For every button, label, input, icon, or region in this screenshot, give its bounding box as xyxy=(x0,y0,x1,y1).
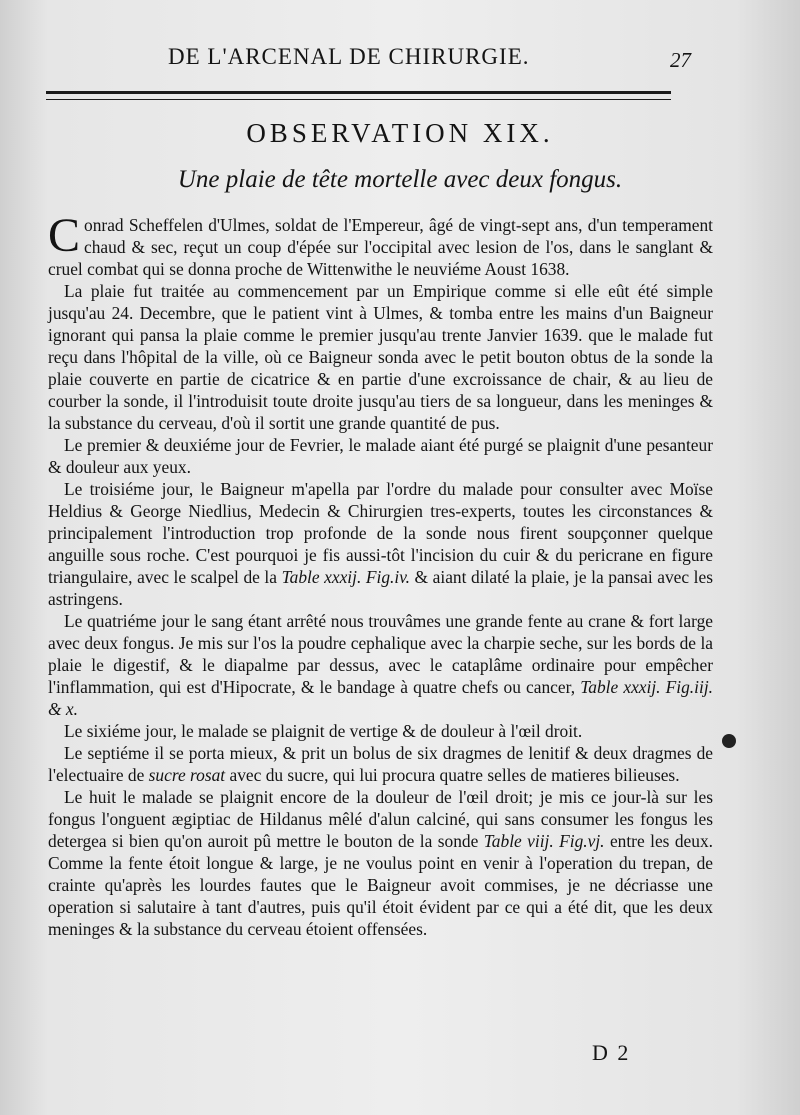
paragraph-4-text-a: Le troisiéme jour, le Baigneur m'apella par l'ordre du malade pour consulter avec Moïse Heldius & George Niedlius, Medecin & Chirurgien tres-experts, toutes les circonstances & principalement l'introduction trop profonde de la sonde nous firent soupçonner quelque anguille sous roche. C'est pourquoi je fis aussi-tôt l'incision du cuir & du pericrane en figure triangulaire, avec le scalpel de la xyxy=(48,479,713,587)
paragraph-1 xyxy=(48,209,713,280)
table-reference: Table xxxij. Fig.iv. xyxy=(281,567,410,587)
paragraph-2: La plaie fut traitée au commencement par un Empirique comme si elle eût été simple jusqu'au 24. Decembre, que le patient vint à Ulmes, & tomba entre les mains d'un Baigneur ignorant qui pansa la plaie comme le premier jusqu'au trente Janvier 1639. que le malade fut reçu dans l'hôpital de la ville, où ce Baigneur sonda avec le petit bouton obtus de la sonde la plaie couverte en partie de cicatrice & en partie d'une excroissance de chair, & au lieu de courber la sonde, il l'introduisit toute droite jusqu'au tiers de sa longueur, dans les meninges & la substance du cerveau, d'où il sortit une grande quantité de pus. xyxy=(48,281,713,433)
paragraph-3: Le premier & deuxiéme jour de Fevrier, le malade aiant été purgé se plaignit d'une pesanteur & douleur aux yeux. xyxy=(48,435,713,477)
header-rule xyxy=(46,91,671,100)
paragraph-8 xyxy=(48,786,713,940)
body-text xyxy=(48,209,713,940)
drop-cap: C xyxy=(48,209,81,262)
paragraph-7 xyxy=(48,742,713,786)
paragraph-5-text-a: Le quatriéme jour le sang étant arrêté nous trouvâmes une grande fente au crane & fort large avec deux fongus. Je mis sur l'os la poudre cephalique avec la charpie seche, sur les bords de la plaie le digestif, & le diapalme par dessus, avec le cataplâme ordinaire pour empêcher l'inflammation, qui est d'Hipocrate, & le bandage à quatre chefs ou cancer, xyxy=(48,611,713,697)
observation-subtitle: Une plaie de tête mortelle avec deux fongus. xyxy=(177,166,623,193)
table-reference: Table xxxij. Fig.iij. & x. xyxy=(48,677,713,719)
paragraph-5 xyxy=(48,610,713,720)
paragraph-7-text-a: Le septiéme il se porta mieux, & prit un bolus de six dragmes de lenitif & deux dragmes de l'electuaire de xyxy=(48,743,713,785)
ink-spot xyxy=(722,734,736,748)
signature-mark: D 2 xyxy=(592,1040,631,1065)
paragraph-4 xyxy=(48,478,713,610)
page-number: 27 xyxy=(670,48,691,72)
paragraph-1-text: onrad Scheffelen d'Ulmes, soldat de l'Empereur, âgé de vingt-sept ans, d'un temperament chaud & sec, reçut un coup d'épée sur l'occipital avec lesion de l'os, dans le sanglant & cruel combat qui se donna proche de Wittenwithe le neuviéme Aoust 1638. xyxy=(48,215,713,279)
paragraph-7-text-b: avec du sucre, qui lui procura quatre selles de matieres bilieuses. xyxy=(225,765,680,785)
paragraph-8-text-b: entre les deux. Comme la fente étoit longue & large, je ne voulus point en venir à l'operation du trepan, de crainte qu'après les lourdes fautes que le Baigneur avoit commises, je ne décriasse une operation si salutaire à tant d'autres, puis qu'il étoit évident par ce qui a été dit, que les deux meninges & la substance du cerveau étoient offensées. xyxy=(48,831,713,939)
running-head: DE L'ARCENAL DE CHIRURGIE. xyxy=(168,44,530,69)
table-reference: Table viij. Fig.vj. xyxy=(483,831,605,851)
observation-title: OBSERVATION XIX. xyxy=(246,118,554,148)
paragraph-8-text-a: Le huit le malade se plaignit encore de la douleur de l'œil droit; je mis ce jour-là sur les fongus l'onguent ægiptiac de Hildanus mêlé d'alun calciné, qui sans consumer les fongus les detergea si bien qu'on auroit pû mettre le bouton de la sonde xyxy=(48,787,713,851)
paragraph-6: Le sixiéme jour, le malade se plaignit de vertige & de douleur à l'œil droit. xyxy=(64,721,583,741)
remedy-name: sucre rosat xyxy=(148,765,226,785)
paragraph-4-text-b: & aiant dilaté la plaie, je la pansai avec les astringens. xyxy=(48,567,713,609)
